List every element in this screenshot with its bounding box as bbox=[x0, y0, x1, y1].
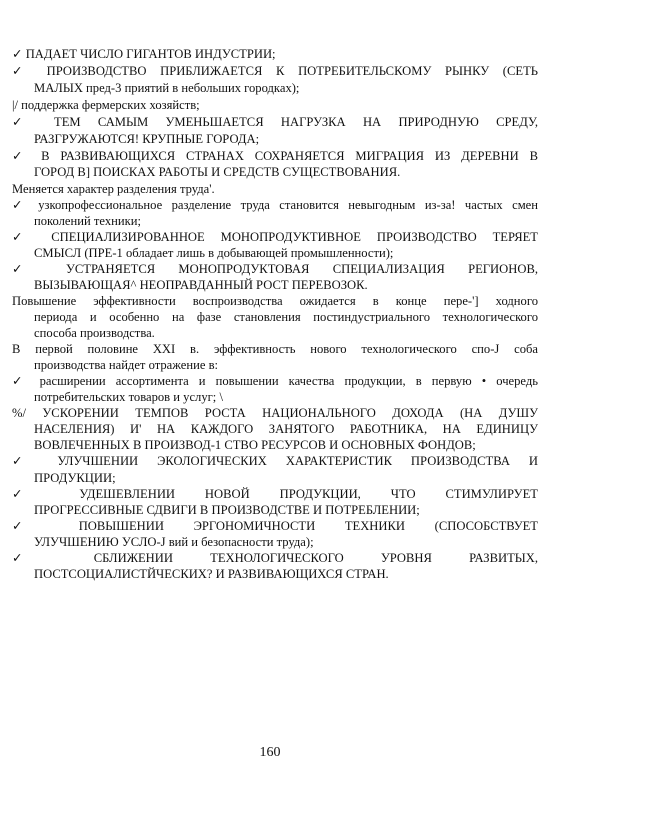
text-line: потребительских товаров и услуг; \ bbox=[34, 390, 223, 404]
text-line: ✓ СБЛИЖЕНИИ ТЕХНОЛОГИЧЕСКОГО УРОВНЯ РАЗВИТЫХ, bbox=[12, 551, 538, 565]
text-line: ✓ СПЕЦИАЛИЗИРОВАННОЕ МОНОПРОДУКТИВНОЕ ПРОИЗВОДСТВО ТЕРЯЕТ bbox=[12, 230, 538, 244]
text-line: ✓ ПАДАЕТ ЧИСЛО ГИГАНТОВ ИНДУСТРИИ; bbox=[12, 47, 276, 61]
text-line: В первой половине XXI в. эффективность нового технологического спо-J соба bbox=[12, 342, 538, 356]
text-line: Повышение эффективности воспроизводства ожидается в конце пере-'] ходного bbox=[12, 294, 538, 308]
text-line: ✓ узкопрофессиональное разделение труда становится невыгодным из-за! частых смен bbox=[12, 198, 538, 212]
text-line: ✓ УЛУЧШЕНИИ ЭКОЛОГИЧЕСКИХ ХАРАКТЕРИСТИК ПРОИЗВОДСТВА И bbox=[12, 454, 538, 468]
text-line: поколений техники; bbox=[34, 214, 141, 228]
text-line: ВОВЛЕЧЕННЫХ В ПРОИЗВОД-1 СТВО РЕСУРСОВ И ОСНОВНЫХ ФОНДОВ; bbox=[34, 438, 476, 452]
text-line: ПОСТСОЦИАЛИСТЙЧЕСКИХ? И РАЗВИВАЮЩИХСЯ СТРАН. bbox=[34, 567, 389, 581]
text-line: ГОРОД В] ПОИСКАХ РАБОТЫ И СРЕДСТВ СУЩЕСТВОВАНИЯ. bbox=[34, 165, 401, 179]
text-line: ✓ ПРОИЗВОДСТВО ПРИБЛИЖАЕТСЯ К ПОТРЕБИТЕЛЬСКОМУ РЫНКУ (СЕТЬ bbox=[12, 64, 538, 78]
text-line: |/ поддержка фермерских хозяйств; bbox=[12, 98, 200, 112]
text-line: ✓ расширении ассортимента и повышении качества продукции, в первую • очередь bbox=[12, 374, 538, 388]
text-line: способа производства. bbox=[34, 326, 155, 340]
text-line: Меняется характер разделения труда'. bbox=[12, 182, 215, 196]
text-line: УЛУЧШЕНИЮ УСЛО-J вий и безопасности труда); bbox=[34, 535, 314, 549]
text-line: ПРОГРЕССИВНЫЕ СДВИГИ В ПРОИЗВОДСТВЕ И ПОТРЕБЛЕНИИ; bbox=[34, 503, 420, 517]
text-line: РАЗГРУЖАЮТСЯ! КРУПНЫЕ ГОРОДА; bbox=[34, 132, 260, 146]
text-line: периода и особенно на фазе становления постиндустриального технологического bbox=[34, 310, 538, 324]
text-line: МАЛЫХ пред-3 приятий в небольших городках); bbox=[34, 81, 300, 95]
page-number: 160 bbox=[259, 745, 281, 760]
text-line: ✓ ТЕМ САМЫМ УМЕНЬШАЕТСЯ НАГРУЗКА НА ПРИРОДНУЮ СРЕДУ, bbox=[12, 115, 538, 129]
text-line: производства найдет отражение в: bbox=[34, 358, 219, 372]
text-line: ✓ В РАЗВИВАЮЩИХСЯ СТРАНАХ СОХРАНЯЕТСЯ МИГРАЦИЯ ИЗ ДЕРЕВНИ В bbox=[12, 149, 538, 163]
text-line: ✓ ПОВЫШЕНИИ ЭРГОНОМИЧНОСТИ ТЕХНИКИ (СПОСОБСТВУЕТ bbox=[12, 519, 538, 533]
text-line: %/ УСКОРЕНИИ ТЕМПОВ РОСТА НАЦИОНАЛЬНОГО ДОХОДА (НА ДУШУ bbox=[12, 406, 538, 420]
text-line: НАСЕЛЕНИЯ) И' НА КАЖДОГО ЗАНЯТОГО РАБОТНИКА, НА ЕДИНИЦУ bbox=[34, 422, 538, 436]
text-line: ПРОДУКЦИИ; bbox=[34, 471, 116, 485]
text-line: ✓ УДЕШЕВЛЕНИИ НОВОЙ ПРОДУКЦИИ, ЧТО СТИМУЛИРУЕТ bbox=[12, 487, 538, 501]
text-line: СМЫСЛ (ПРЕ-1 обладает лишь в добывающей промышленности); bbox=[34, 246, 394, 260]
text-line: ВЫЗЫВАЮЩАЯ^ НЕОПРАВДАННЫЙ РОСТ ПЕРЕВОЗОК. bbox=[34, 278, 368, 292]
text-line: ✓ УСТРАНЯЕТСЯ МОНОПРОДУКТОВАЯ СПЕЦИАЛИЗАЦИЯ РЕГИОНОВ, bbox=[12, 262, 538, 276]
